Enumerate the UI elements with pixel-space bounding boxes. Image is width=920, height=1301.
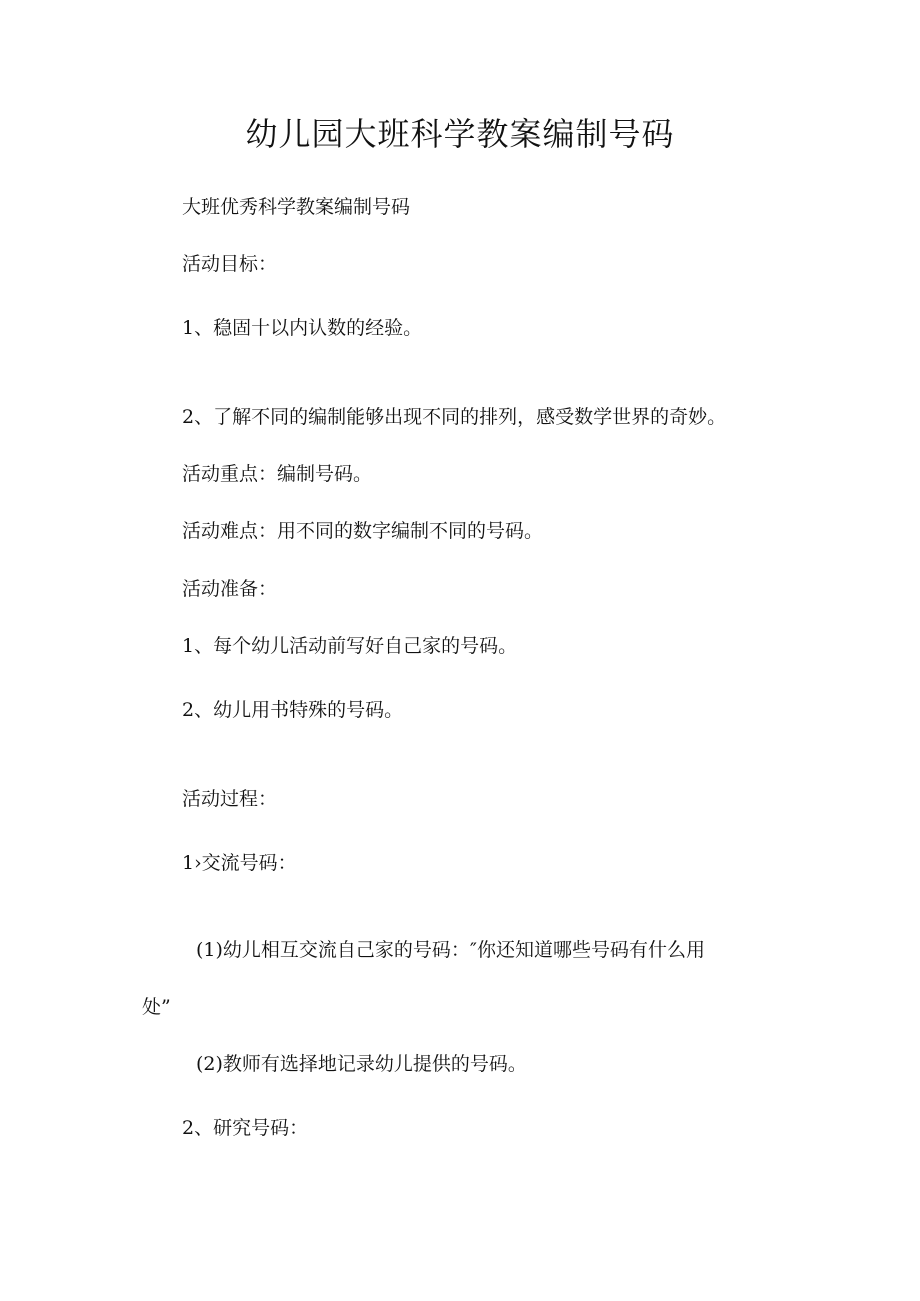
key-point-line: 活动重点：编制号码。 [182, 463, 373, 485]
process-substep-1: (1)幼儿相互交流自己家的号码：″你还知道哪些号码有什么用 [196, 939, 706, 961]
process-substep-1-continuation: 处” [142, 996, 171, 1018]
goal-item-1: 1、稳固十以内认数的经验。 [182, 317, 423, 339]
section-heading-process: 活动过程： [182, 788, 278, 810]
document-title: 幼儿园大班科学教案编制号码 [245, 115, 675, 153]
preparation-item-1: 1、每个幼儿活动前写好自己家的号码。 [182, 635, 518, 657]
goal-item-2: 2、了解不同的编制能够出现不同的排列，感受数学世界的奇妙。 [182, 406, 727, 428]
process-step-2: 2、研究号码： [182, 1117, 309, 1139]
difficulty-line: 活动难点：用不同的数字编制不同的号码。 [182, 520, 544, 542]
process-step-1: 1›交流号码： [182, 852, 297, 874]
preparation-item-2: 2、幼儿用书特殊的号码。 [182, 699, 404, 721]
section-heading-goals: 活动目标： [182, 253, 278, 275]
process-substep-2: (2)教师有选择地记录幼儿提供的号码。 [196, 1053, 527, 1075]
section-heading-preparation: 活动准备： [182, 578, 278, 600]
subtitle-line: 大班优秀科学教案编制号码 [182, 196, 411, 218]
